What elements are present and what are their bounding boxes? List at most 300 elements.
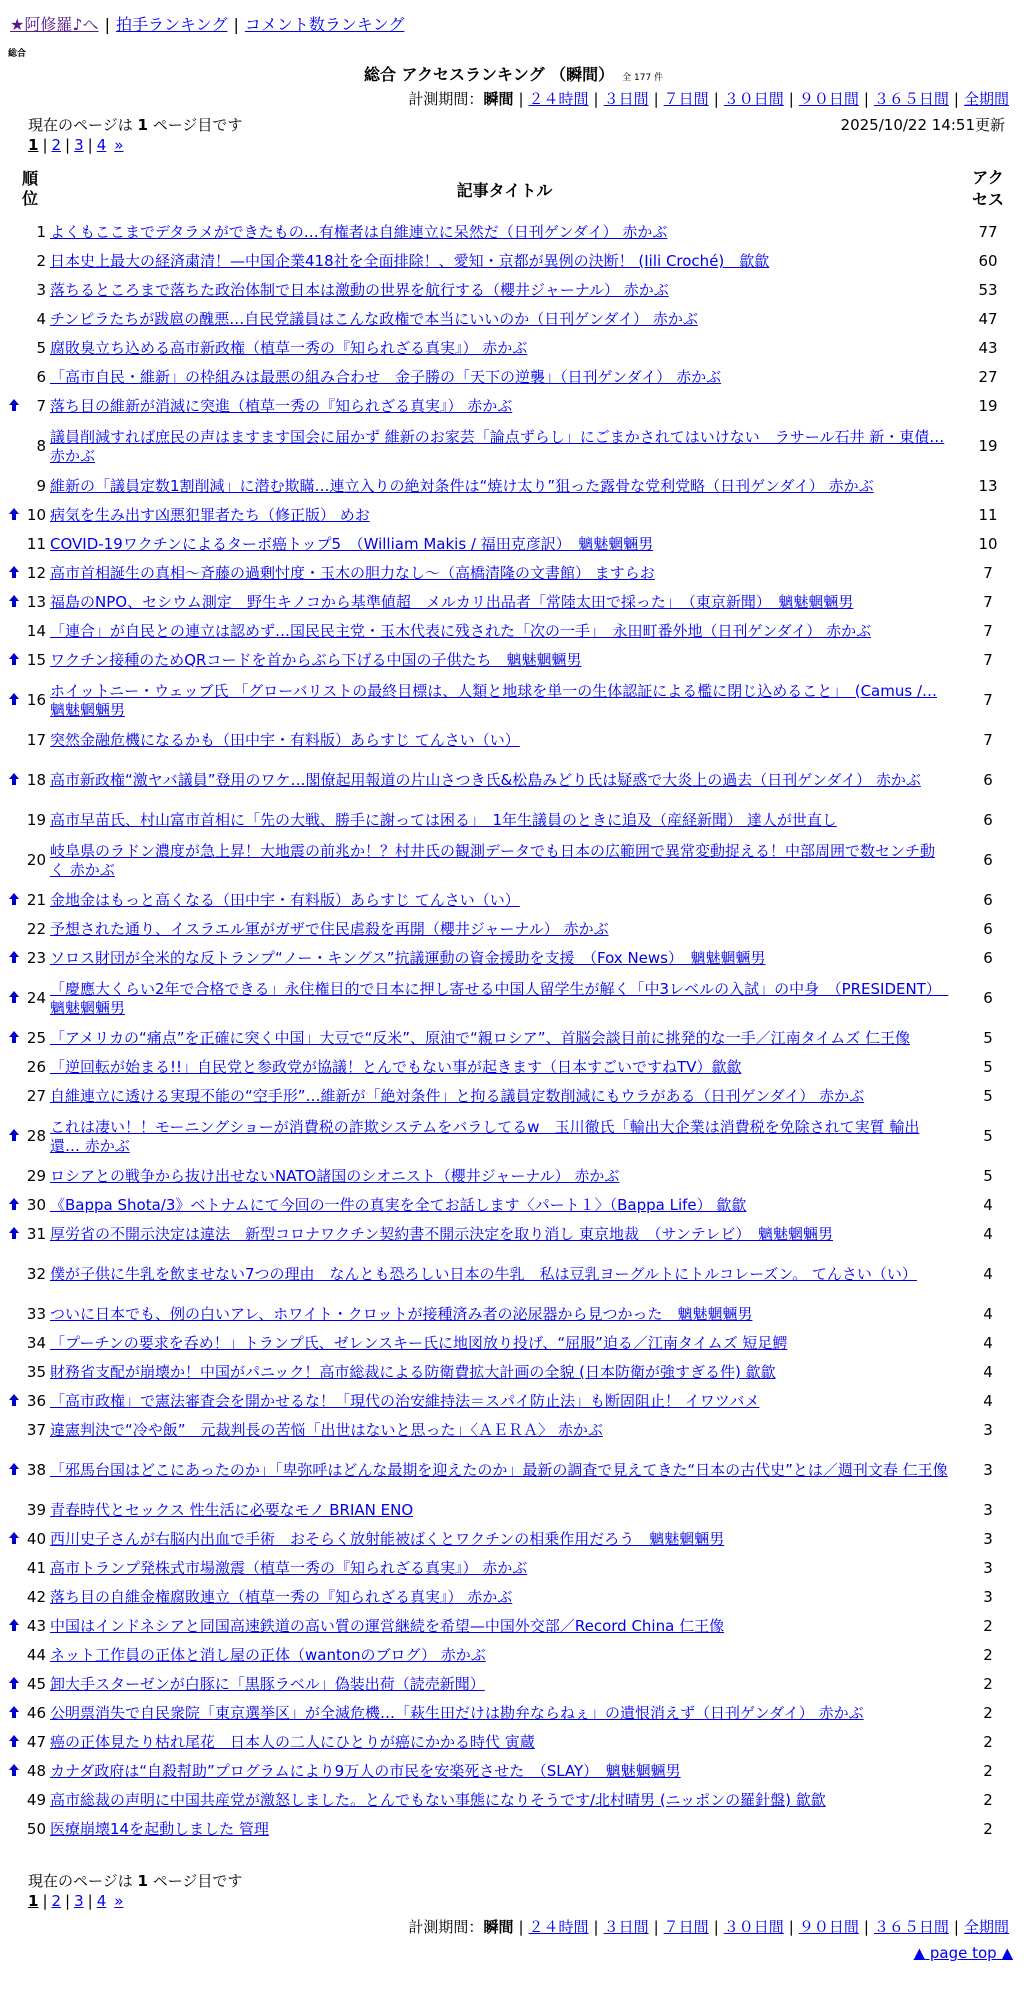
- article-link[interactable]: 「邪馬台国はどこにあったのか」「卑弥呼はどんな最期を迎えたのか」最新の調査で見えてきた“日本の古代史”とは／週刊文春 仁王像: [50, 1461, 948, 1479]
- article-title-cell: [50, 247, 959, 276]
- pager-link-2[interactable]: 2: [51, 136, 62, 154]
- access-count: 11: [978, 506, 998, 524]
- rank-up-arrow-icon: [9, 1532, 19, 1544]
- article-link[interactable]: 「高市自民・維新」の枠組みは最悪の組み合わせ 金子勝の「天下の逆襲」（日刊ゲンダイ） 赤かぶ: [50, 368, 722, 386]
- period-link-5[interactable]: ９０日間: [798, 90, 859, 108]
- access-count: 3: [983, 1588, 993, 1606]
- access-count: 60: [978, 252, 998, 270]
- total-count: 全 177 件: [622, 73, 664, 83]
- ranking-table-body: [6, 218, 1017, 1844]
- article-link[interactable]: 「逆回転が始まる!!」自民党と参政党が協議！とんでもない事が起きます（日本すごいですねTV）歙歙: [50, 1058, 742, 1076]
- access-count: 5: [983, 1087, 993, 1105]
- pager-link-4[interactable]: 4: [96, 136, 107, 154]
- period-separator: |: [653, 90, 659, 108]
- rank-number: 50: [26, 1820, 46, 1838]
- access-count: 7: [983, 622, 993, 640]
- access-count: 10: [978, 535, 998, 553]
- article-link[interactable]: 「高市政権」で憲法審査会を開かせるな！「現代の治安維持法＝スパイ防止法」も断固阻止！ イワツバメ: [50, 1392, 760, 1410]
- article-title-cell: [50, 944, 959, 973]
- rank-change-cell: [6, 1728, 22, 1757]
- rank-number: 42: [26, 1588, 46, 1606]
- article-link[interactable]: 高市総裁の声明に中国共産党が激怒しました。とんでもない事態になりそうです/北村晴男 (ニッポンの羅針盤) 歙歙: [50, 1791, 826, 1809]
- access-count: 4: [983, 1265, 993, 1283]
- table-row: [6, 305, 1017, 334]
- access-count: 3: [983, 1530, 993, 1548]
- article-title-cell: [50, 501, 959, 530]
- rank-number: 48: [26, 1762, 46, 1780]
- article-link[interactable]: 厚労省の不開示決定は違法 新型コロナワクチン契約書不開示決定を取り消し 東京地裁 （サンテレビ） 魑魅魍魎男: [50, 1225, 833, 1243]
- nav-separator: |: [233, 15, 239, 34]
- rank-change-cell: [6, 1053, 22, 1082]
- rank-up-arrow-icon: [9, 508, 19, 520]
- rank-number: 47: [26, 1733, 46, 1751]
- article-title-cell: [50, 1387, 959, 1416]
- rank-change-cell: [6, 1300, 22, 1329]
- article-title-cell: [50, 392, 959, 421]
- article-link[interactable]: 落ち目の維新が消滅に突進（植草一秀の『知られざる真実』） 赤かぶ: [50, 397, 513, 415]
- rank-change-cell: [6, 886, 22, 915]
- article-link[interactable]: ワクチン接種のためQRコードを首からぶら下げる中国の子供たち 魑魅魍魎男: [50, 651, 582, 669]
- table-row: [6, 276, 1017, 305]
- article-link[interactable]: ネット工作員の正体と消し屋の正体（wantonのブログ） 赤かぶ: [50, 1646, 486, 1664]
- rank-change-cell: [6, 363, 22, 392]
- article-title-cell: [50, 1445, 959, 1496]
- rank-change-cell: [6, 1111, 22, 1162]
- current-page-text-bottom: [28, 1870, 242, 1891]
- applause-ranking-link[interactable]: 拍手ランキング: [115, 15, 228, 34]
- article-link[interactable]: カナダ政府は“自殺幇助”プログラムにより9万人の市民を安楽死させた （SLAY） 魑魅魍魎男: [50, 1762, 681, 1780]
- rank-change-cell: [6, 1024, 22, 1053]
- article-link[interactable]: 金地金はもっと高くなる（田中宇・有料版）あらすじ てんさい（い）: [50, 891, 520, 909]
- rank-number: 1: [36, 223, 46, 241]
- comment-ranking-link[interactable]: コメント数ランキング: [244, 15, 405, 34]
- article-link[interactable]: 岐阜県のラドン濃度が急上昇！大地震の前兆か！？村井氏の観測データでも日本の広範囲で異常変動捉える！中部周囲で数センチ動く 赤かぶ: [50, 841, 936, 879]
- article-title-cell: [50, 973, 959, 1024]
- rank-number: 8: [36, 437, 46, 455]
- article-link[interactable]: これは凄い！！モーニングショーが消費税の詐欺システムをバラしてるw 玉川徹氏「輸出大企業は消費税を免除されて実質 輸出還… 赤かぶ: [50, 1117, 920, 1155]
- article-title-cell: [50, 1358, 959, 1387]
- access-count: 2: [983, 1762, 993, 1780]
- article-link[interactable]: よくもここまでデタラメができたもの…有権者は自維連立に呆然だ（日刊ゲンダイ） 赤かぶ: [50, 223, 668, 241]
- article-link[interactable]: 高市早苗氏、村山富市首相に「先の大戦、勝手に謝っては困る」 1年生議員のときに追及（産経新聞） 達人が世直し: [50, 811, 837, 829]
- article-title-cell: [50, 886, 959, 915]
- table-row: [6, 1670, 1017, 1699]
- article-link[interactable]: 「慶應大くらい2年で合格できる」永住権目的で日本に押し寄せる中国人留学生が解く「中3レベルの入試」の中身 （PRESIDENT） 魑魅魍魎男: [50, 979, 949, 1017]
- article-link[interactable]: 福島のNPO、セシウム測定 野生キノコから基準値超 メルカリ出品者「常陸太田で採った」 （東京新聞） 魑魅魍魎男: [50, 593, 854, 611]
- period-link-4[interactable]: ３０日間: [723, 1918, 784, 1936]
- access-count: 7: [983, 731, 993, 749]
- rank-number: 3: [36, 281, 46, 299]
- access-count: 2: [983, 1791, 993, 1809]
- access-count: 19: [978, 397, 998, 415]
- table-row: [6, 1496, 1017, 1525]
- article-link[interactable]: 「連合」が自民との連立は認めず…国民民主党・玉木代表に残された「次の一手」 永田町番外地（日刊ゲンダイ） 赤かぶ: [50, 622, 872, 640]
- access-count: 4: [983, 1363, 993, 1381]
- article-link[interactable]: 高市トランプ発株式市場激震（植草一秀の『知られざる真実』） 赤かぶ: [50, 1559, 528, 1577]
- pager-separator: |: [42, 136, 48, 154]
- rank-change-cell: [6, 1329, 22, 1358]
- article-link[interactable]: 財務省支配が崩壊か！中国がパニック！高市総裁による防衛費拡大計画の全貌 (日本防衛が強すぎる件) 歙歙: [50, 1363, 776, 1381]
- home-link[interactable]: ★阿修羅♪へ: [10, 15, 99, 34]
- period-link-5[interactable]: ９０日間: [798, 1918, 859, 1936]
- access-count: 7: [983, 691, 993, 709]
- current-page-prefix: 現在のページは: [28, 116, 133, 134]
- article-title-cell: [50, 1641, 959, 1670]
- rank-up-arrow-icon: [9, 1677, 19, 1689]
- access-count: 6: [983, 851, 993, 869]
- access-count: 4: [983, 1334, 993, 1352]
- table-row: [6, 1358, 1017, 1387]
- rank-change-cell: [6, 944, 22, 973]
- rank-number: 5: [36, 339, 46, 357]
- rank-number: 9: [36, 477, 46, 495]
- rank-change-cell: [6, 247, 22, 276]
- period-link-6[interactable]: ３６５日間: [873, 1918, 949, 1936]
- current-page-text: [28, 114, 242, 135]
- rank-change-cell: [6, 1815, 22, 1844]
- rank-change-cell: [6, 726, 22, 755]
- period-link-1[interactable]: ２４時間: [528, 1918, 589, 1936]
- article-link[interactable]: 維新の「議員定数1割削減」に潜む欺瞞…連立入りの絶対条件は“焼け太り”狙った露骨な党利党略（日刊ゲンダイ） 赤かぶ: [50, 477, 874, 495]
- article-link[interactable]: ソロス財団が全米的な反トランプ“ノー・キングス”抗議運動の資金援助を支援 （Fox News） 魑魅魍魎男: [50, 949, 766, 967]
- article-link[interactable]: 公明票消失で自民衆院「東京選挙区」が全滅危機…「萩生田だけは勘弁ならねぇ」の遺恨消えず（日刊ゲンダイ） 赤かぶ: [50, 1704, 864, 1722]
- rank-number: 37: [26, 1421, 46, 1439]
- rank-number: 2: [36, 252, 46, 270]
- period-link-3[interactable]: ７日間: [663, 90, 709, 108]
- rank-number: 28: [26, 1127, 46, 1145]
- rank-number: 41: [26, 1559, 46, 1577]
- period-label: 計測期間：: [408, 90, 484, 108]
- rank-up-arrow-icon: [9, 653, 19, 665]
- rank-change-cell: [6, 1554, 22, 1583]
- article-title-cell: [50, 1329, 959, 1358]
- rank-change-cell: [6, 392, 22, 421]
- rank-change-cell: [6, 588, 22, 617]
- current-page-prefix: 現在のページは: [28, 1872, 133, 1890]
- article-title-cell: [50, 1300, 959, 1329]
- rank-number: 45: [26, 1675, 46, 1693]
- page-title: 総合 アクセスランキング （瞬間）: [363, 65, 615, 84]
- table-row: [6, 392, 1017, 421]
- rank-change-cell: [6, 218, 22, 247]
- rank-number: 36: [26, 1392, 46, 1410]
- article-link[interactable]: 日本史上最大の経済粛清！—中国企業418社を全面排除！、愛知・京都が異例の決断！ (Iili Croché) 歙歙: [50, 252, 770, 270]
- rank-number: 16: [26, 691, 46, 709]
- rank-number: 26: [26, 1058, 46, 1076]
- pager-current: 1: [28, 136, 39, 154]
- rank-change-cell: [6, 1583, 22, 1612]
- article-link[interactable]: ついに日本でも、例の白いアレ、ホワイト・クロットが接種済み者の泌尿器から見つかった 魑魅魍魎男: [50, 1305, 753, 1323]
- rank-change-cell: [6, 1191, 22, 1220]
- period-link-6[interactable]: ３６５日間: [873, 90, 949, 108]
- article-link[interactable]: 癌の正体見たり枯れ尾花 日本人の二人にひとりが癌にかかる時代 寅蔵: [50, 1733, 535, 1751]
- pager-link-3[interactable]: 3: [74, 136, 84, 154]
- pager-bottom: [28, 1892, 123, 1910]
- access-count: 3: [983, 1559, 993, 1577]
- table-row: [6, 1300, 1017, 1329]
- period-separator: |: [953, 1918, 959, 1936]
- article-title-cell: [50, 1728, 959, 1757]
- table-row: [6, 617, 1017, 646]
- access-count: 7: [983, 564, 993, 582]
- article-link[interactable]: 《Bappa Shota/3》ベトナムにて今回の一件の真実を全てお話します〈パート１〉（Bappa Life） 歙歙: [50, 1196, 747, 1214]
- article-title-cell: [50, 305, 959, 334]
- article-link[interactable]: ホイットニー・ウェッブ氏 「グローバリストの最終目標は、人類と地球を単一の生体認証による檻に閉じ込めること」 (Camus /… 魑魅魍魎男: [50, 681, 937, 719]
- article-link[interactable]: チンピラたちが跋扈の醜悪…自民党議員はこんな政権で本当にいいのか（日刊ゲンダイ） 赤かぶ: [50, 310, 698, 328]
- rank-change-cell: [6, 1525, 22, 1554]
- article-title-cell: [50, 334, 959, 363]
- rank-change-cell: [6, 1162, 22, 1191]
- access-count: 53: [978, 281, 998, 299]
- article-link[interactable]: 中国はインドネシアと同国高速鉄道の高い質の運営継続を希望—中国外交部／Record China 仁王像: [50, 1617, 725, 1635]
- rank-number: 46: [26, 1704, 46, 1722]
- pager-link-4[interactable]: 4: [96, 1892, 107, 1910]
- table-row: [6, 1815, 1017, 1844]
- access-count: 6: [983, 771, 993, 789]
- rank-up-arrow-icon: [9, 1764, 19, 1776]
- period-separator: |: [863, 90, 869, 108]
- access-count: 6: [983, 811, 993, 829]
- article-title-cell: [50, 675, 959, 726]
- article-title-cell: [50, 1111, 959, 1162]
- access-count: 3: [983, 1461, 993, 1479]
- access-count: 19: [978, 437, 998, 455]
- rank-up-arrow-icon: [9, 1619, 19, 1631]
- article-link[interactable]: COVID-19ワクチンによるターボ癌トップ5 （William Makis / 福田克彦訳） 魑魅魍魎男: [50, 535, 654, 553]
- period-separator: |: [518, 90, 524, 108]
- rank-number: 17: [26, 731, 46, 749]
- rank-number: 18: [26, 771, 46, 789]
- table-row: [6, 334, 1017, 363]
- rank-change-cell: [6, 1757, 22, 1786]
- table-row: [6, 1329, 1017, 1358]
- table-row: [6, 755, 1017, 806]
- rank-number: 39: [26, 1501, 46, 1519]
- period-link-2[interactable]: ３日間: [603, 90, 649, 108]
- rank-number: 25: [26, 1029, 46, 1047]
- ranking-title-block: [0, 62, 1027, 85]
- table-row: [6, 1445, 1017, 1496]
- period-link-7[interactable]: 全期間: [963, 90, 1009, 108]
- pager-next[interactable]: »: [114, 1892, 124, 1910]
- table-row: [6, 588, 1017, 617]
- rank-up-arrow-icon: [9, 773, 19, 785]
- rank-up-arrow-icon: [9, 399, 19, 411]
- article-title-cell: [50, 218, 959, 247]
- article-title-cell: [50, 915, 959, 944]
- rank-number: 44: [26, 1646, 46, 1664]
- period-separator: |: [593, 90, 599, 108]
- rank-change-cell: [6, 1786, 22, 1815]
- article-link[interactable]: 西川史子さんが右脳内出血で手術 おそらく放射能被ばくとワクチンの相乗作用だろう 魑魅魍魎男: [50, 1530, 725, 1548]
- article-link[interactable]: 突然金融危機になるかも（田中宇・有料版）あらすじ てんさい（い）: [50, 731, 520, 749]
- table-row: [6, 675, 1017, 726]
- article-link[interactable]: 予想された通り、イスラエル軍がガザで住民虐殺を再開（櫻井ジャーナル） 赤かぶ: [50, 920, 609, 938]
- rank-change-cell: [6, 334, 22, 363]
- article-title-cell: [50, 1554, 959, 1583]
- pager-next[interactable]: »: [114, 136, 124, 154]
- table-row: [6, 1220, 1017, 1249]
- current-page-number: 1: [137, 1872, 148, 1890]
- rank-number: 40: [26, 1530, 46, 1548]
- rank-change-cell: [6, 973, 22, 1024]
- article-link[interactable]: 卸大手スターゼンが白豚に「黒豚ラベル」偽装出荷（読売新聞）: [50, 1675, 485, 1693]
- rank-up-arrow-icon: [9, 1198, 19, 1210]
- rank-number: 13: [26, 593, 46, 611]
- article-link[interactable]: 高市首相誕生の真相〜斉藤の過剰忖度・玉木の胆力なし〜（高橋清隆の文書館） ますらお: [50, 564, 655, 582]
- rank-up-arrow-icon: [9, 1129, 19, 1141]
- article-title-cell: [50, 1496, 959, 1525]
- article-title-cell: [50, 1416, 959, 1445]
- current-page-suffix: ページ目です: [152, 1872, 243, 1890]
- table-row: [6, 1162, 1017, 1191]
- article-title-cell: [50, 1162, 959, 1191]
- rank-number: 43: [26, 1617, 46, 1635]
- table-header-row: [6, 160, 1017, 218]
- article-link[interactable]: 落ち目の自維金権腐敗連立（植草一秀の『知られざる真実』） 赤かぶ: [50, 1588, 513, 1606]
- period-link-4[interactable]: ３０日間: [723, 90, 784, 108]
- rank-change-cell: [6, 1082, 22, 1111]
- rank-up-arrow-icon: [9, 1227, 19, 1239]
- table-row: [6, 835, 1017, 886]
- table-row: [6, 915, 1017, 944]
- page-top-link[interactable]: ▲ page top ▲: [913, 1944, 1013, 1962]
- access-count: 7: [983, 651, 993, 669]
- rank-number: 49: [26, 1791, 46, 1809]
- period-link-1[interactable]: ２４時間: [528, 90, 589, 108]
- rank-number: 33: [26, 1305, 46, 1323]
- article-link[interactable]: 「アメリカの“痛点”を正確に突く中国」大豆で“反米”、原油で“親ロシア”、首脳会談目前に挑発的な一手／江南タイムズ 仁王像: [50, 1029, 911, 1047]
- rank-change-cell: [6, 835, 22, 886]
- pager-link-2[interactable]: 2: [51, 1892, 62, 1910]
- pager-top: [28, 136, 123, 154]
- table-row: [6, 1554, 1017, 1583]
- access-count: 4: [983, 1225, 993, 1243]
- access-count: 2: [983, 1820, 993, 1838]
- article-link[interactable]: 違憲判決で“冷や飯” 元裁判長の苦悩「出世はないと思った」〈ＡＥＲＡ〉 赤かぶ: [50, 1421, 603, 1439]
- table-row: [6, 1249, 1017, 1300]
- article-link[interactable]: 病気を生み出す凶悪犯罪者たち（修正版） めお: [50, 506, 370, 524]
- rank-change-cell: [6, 675, 22, 726]
- period-separator: |: [518, 1918, 524, 1936]
- article-link[interactable]: 腐敗臭立ち込める高市新政権（植草一秀の『知られざる真実』） 赤かぶ: [50, 339, 528, 357]
- rank-number: 31: [26, 1225, 46, 1243]
- rank-change-cell: [6, 472, 22, 501]
- table-row: [6, 472, 1017, 501]
- article-title-cell: [50, 806, 959, 835]
- article-title-cell: [50, 276, 959, 305]
- pager-link-3[interactable]: 3: [74, 1892, 84, 1910]
- rank-change-cell: [6, 915, 22, 944]
- period-separator: |: [713, 1918, 719, 1936]
- article-title-cell: [50, 755, 959, 806]
- table-row: [6, 1699, 1017, 1728]
- rank-change-cell: [6, 1641, 22, 1670]
- title-header: 記事タイトル: [456, 180, 553, 200]
- table-row: [6, 501, 1017, 530]
- access-count: 2: [983, 1733, 993, 1751]
- period-selector-bottom: [408, 1916, 1009, 1937]
- article-title-cell: [50, 559, 959, 588]
- article-link[interactable]: 落ちるところまで落ちた政治体制で日本は激動の世界を航行する（櫻井ジャーナル） 赤かぶ: [50, 281, 669, 299]
- table-row: [6, 247, 1017, 276]
- table-row: [6, 1728, 1017, 1757]
- article-title-cell: [50, 1191, 959, 1220]
- period-current: 瞬間: [483, 90, 514, 108]
- rank-number: 22: [26, 920, 46, 938]
- article-link[interactable]: 「プーチンの要求を呑め！」トランプ氏、ゼレンスキー氏に地図放り投げ、“屈服”迫る／江南タイムズ 短足鰐: [50, 1334, 788, 1352]
- rank-number: 21: [26, 891, 46, 909]
- access-count: 3: [983, 1501, 993, 1519]
- article-title-cell: [50, 1786, 959, 1815]
- period-separator: |: [653, 1918, 659, 1936]
- rank-number: 4: [36, 310, 46, 328]
- rank-change-cell: [6, 1612, 22, 1641]
- table-row: [6, 1191, 1017, 1220]
- rank-change-cell: [6, 617, 22, 646]
- article-title-cell: [50, 1670, 959, 1699]
- current-page-suffix: ページ目です: [152, 116, 243, 134]
- table-row: [6, 1111, 1017, 1162]
- rank-change-cell: [6, 1220, 22, 1249]
- period-separator: |: [593, 1918, 599, 1936]
- table-row: [6, 1416, 1017, 1445]
- article-link[interactable]: 僕が子供に牛乳を飲ませない7つの理由 なんとも恐ろしい日本の牛乳 私は豆乳ヨーグルトにトルコレーズン。 てんさい（い）: [50, 1265, 917, 1283]
- access-count: 13: [978, 477, 998, 495]
- article-link[interactable]: ロシアとの戦争から抜け出せないNATO諸国のシオニスト（櫻井ジャーナル） 赤かぶ: [50, 1167, 620, 1185]
- article-title-cell: [50, 1757, 959, 1786]
- period-link-3[interactable]: ７日間: [663, 1918, 709, 1936]
- article-link[interactable]: 自維連立に透ける実現不能の“空手形”…維新が「絶対条件」と拘る議員定数削減にもウラがある（日刊ゲンダイ） 赤かぶ: [50, 1087, 865, 1105]
- rank-up-arrow-icon: [9, 991, 19, 1003]
- period-link-7[interactable]: 全期間: [963, 1918, 1009, 1936]
- rank-number: 10: [26, 506, 46, 524]
- access-count: 6: [983, 989, 993, 1007]
- article-title-cell: [50, 1815, 959, 1844]
- rank-up-arrow-icon: [9, 1031, 19, 1043]
- article-title-cell: [50, 530, 959, 559]
- article-title-cell: [50, 1024, 959, 1053]
- rank-change-cell: [6, 646, 22, 675]
- article-link[interactable]: 医療崩壊14を起動しました 管理: [50, 1820, 269, 1838]
- rank-change-cell: [6, 530, 22, 559]
- article-title-cell: [50, 1612, 959, 1641]
- article-title-cell: [50, 421, 959, 472]
- table-row: [6, 1757, 1017, 1786]
- updated-timestamp: 2025/10/22 14:51更新: [840, 116, 1005, 134]
- table-row: [6, 1583, 1017, 1612]
- article-link[interactable]: 高市新政権“激ヤバ議員”登用のワケ…閣僚起用報道の片山さつき氏&松島みどり氏は疑惑で大炎上の過去（日刊ゲンダイ） 赤かぶ: [50, 771, 921, 789]
- rank-number: 19: [26, 811, 46, 829]
- rank-up-arrow-icon: [9, 1735, 19, 1747]
- rank-number: 35: [26, 1363, 46, 1381]
- rank-number: 11: [26, 535, 46, 553]
- period-link-2[interactable]: ３日間: [603, 1918, 649, 1936]
- period-separator: |: [953, 90, 959, 108]
- article-title-cell: [50, 363, 959, 392]
- article-title-cell: [50, 617, 959, 646]
- rank-up-arrow-icon: [9, 595, 19, 607]
- article-link[interactable]: 青春時代とセックス 性生活に必要なモノ BRIAN ENO: [50, 1501, 414, 1519]
- article-title-cell: [50, 1699, 959, 1728]
- rank-up-arrow-icon: [9, 566, 19, 578]
- article-link[interactable]: 議員削減すれば庶民の声はますます国会に届かず 維新のお家芸「論点ずらし」にごまかされてはいけない ラサール石井 新・東債… 赤かぶ: [50, 427, 945, 465]
- rank-number: 38: [26, 1461, 46, 1479]
- table-row: [6, 1387, 1017, 1416]
- rank-change-cell: [6, 1699, 22, 1728]
- rank-up-arrow-icon: [9, 693, 19, 705]
- rank-change-cell: [6, 559, 22, 588]
